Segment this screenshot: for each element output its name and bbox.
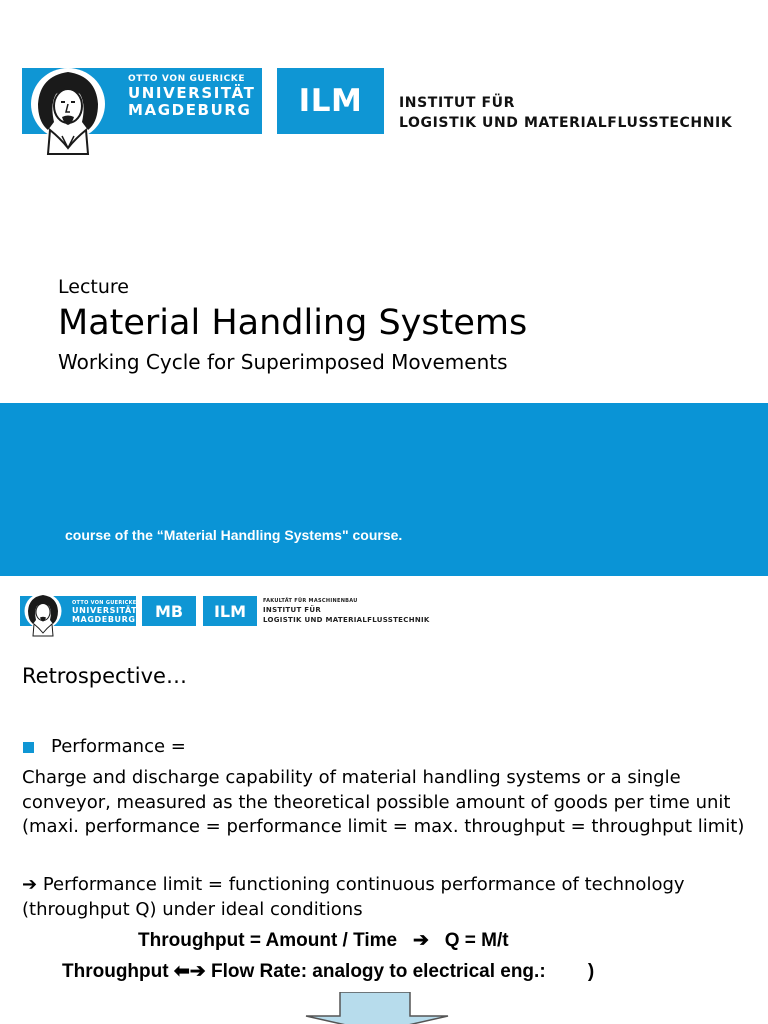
bullet-square-icon bbox=[23, 742, 34, 753]
blue-band bbox=[0, 403, 768, 576]
slide-subtitle: Working Cycle for Superimposed Movements bbox=[58, 350, 508, 374]
institute-name-line2: LOGISTIK UND MATERIALFLUSSTECHNIK bbox=[399, 115, 733, 131]
arrow-paragraph-text: Performance limit = functioning continuous performance of technology (throughput Q) under ideal conditions bbox=[22, 874, 685, 920]
university-name bbox=[128, 74, 255, 119]
guericke-portrait-icon bbox=[28, 64, 108, 156]
slide-heading: Retrospective… bbox=[22, 664, 187, 688]
institute-name-line2: LOGISTIK UND MATERIALFLUSSTECHNIK bbox=[263, 616, 430, 624]
institute-name-line1: INSTITUT FÜR bbox=[399, 95, 516, 111]
lecture-label: Lecture bbox=[58, 276, 129, 298]
university-name-line1: UNIVERSITÄT bbox=[72, 606, 138, 615]
institute-name-small bbox=[263, 597, 430, 625]
faculty-name: FAKULTÄT FÜR MASCHINENBAU bbox=[263, 598, 358, 604]
slide-title: Material Handling Systems bbox=[58, 303, 528, 343]
throughput-formula: Throughput = Amount / Time ➔ Q = M/t bbox=[138, 930, 509, 951]
university-name-small: OTTO VON GUERICKE bbox=[128, 74, 246, 84]
arrow-paragraph bbox=[22, 873, 752, 922]
university-name-small-logo bbox=[72, 600, 137, 624]
definition-paragraph: Charge and discharge capability of material handling systems or a single conveyor, measured as the theoretical possible amount of goods per time unit (maxi. performance = performance limit = max. throughput = throughput limit) bbox=[22, 767, 745, 837]
university-name-line2: MAGDEBURG bbox=[128, 101, 252, 119]
university-name-small: OTTO VON GUERICKE bbox=[72, 600, 137, 606]
institute-name bbox=[399, 93, 732, 133]
flow-rate-analogy: Throughput ⬅➔ Flow Rate: analogy to electrical eng.: ) bbox=[62, 961, 595, 982]
institute-name-line1: INSTITUT FÜR bbox=[263, 606, 322, 614]
band-text: course of the “Material Handling Systems" course. bbox=[65, 527, 403, 543]
content-slide bbox=[0, 576, 768, 1024]
university-name-line1: UNIVERSITÄT bbox=[128, 84, 256, 102]
bullet-label: Performance = bbox=[51, 736, 186, 757]
ilm-logo: ILM bbox=[277, 68, 384, 134]
ilm-logo-small: ILM bbox=[203, 596, 257, 626]
down-arrow-icon bbox=[304, 992, 450, 1024]
university-name-line2: MAGDEBURG bbox=[72, 615, 136, 624]
right-arrow-icon: ➔ bbox=[22, 874, 38, 895]
mb-logo: MB bbox=[142, 596, 196, 626]
bullet-item bbox=[22, 735, 186, 759]
guericke-portrait-icon bbox=[23, 591, 63, 637]
